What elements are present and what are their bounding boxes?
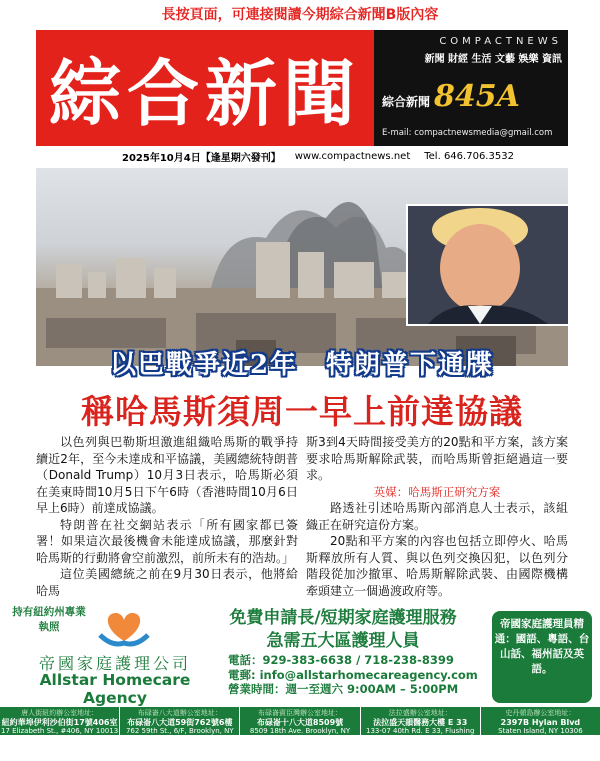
office-address-cn: 紐約華埠伊利沙伯街17號406室 [1, 718, 118, 727]
headline-line-2: 稱哈馬斯須周一早上前達協議 [81, 392, 523, 431]
office-item [0, 707, 120, 735]
homecare-advertisement[interactable] [0, 601, 600, 761]
ad-company-name-cn: 帝國家庭護理公司 [38, 654, 191, 673]
office-address-cn: 布碌崙十八大道8509號 [256, 718, 344, 727]
article-paragraph: 斯3到4天時間接受美方的20點和平方案，該方案要求哈馬斯解除武裝，而哈馬斯曾拒絕過這一要求。 [306, 435, 568, 482]
website-link[interactable]: www.compactnews.net [294, 150, 411, 162]
ad-service-title: 免費申請長/短期家庭護理服務 [229, 608, 457, 628]
dateline [36, 146, 568, 166]
telephone: Tel. 646.706.3532 [424, 150, 514, 162]
issue-row [382, 79, 562, 114]
headline-line-1: 以巴戰爭近2年 特朗普下通牒 [109, 350, 495, 380]
top-banner[interactable]: 長按頁面，可連接閱讀今期綜合新聞B版內容 [161, 7, 439, 23]
article-paragraph: 這位美國總統之前在9月30日表示，他將給哈馬 [36, 567, 298, 598]
office-name: 唐人街紐約辦公室地址： [21, 709, 99, 717]
ad-company-name-en: Allstar Homecare Agency [39, 671, 191, 707]
masthead [36, 30, 568, 146]
office-address-en: 8509 18th Ave. Brooklyn, NY 11214 [249, 727, 351, 744]
portrait-illustration [408, 206, 568, 324]
office-address-cn: 法拉盛天韻醫務大樓 E 33 [373, 718, 468, 727]
masthead-title: 綜合新聞 [48, 51, 361, 136]
brand-name: COMPACTNEWS [439, 36, 562, 47]
article-paragraph: 20點和平方案的內容也包括立即停火、哈馬斯釋放所有人質、與以色列交換囚犯，以色列分階段從加沙撤軍、哈馬斯解除武裝、由國際機構牽頭建立一個過渡政府等。 [306, 534, 568, 598]
article-paragraph: 路透社引述哈馬斯內部消息人士表示，該組織正在研究這份方案。 [306, 501, 568, 532]
article-column-left [36, 434, 298, 599]
office-item [481, 707, 600, 735]
section-list: 新聞 財經 生活 文藝 娛樂 資訊 [424, 54, 562, 65]
masthead-red-block [36, 30, 374, 146]
office-address-cn: 布碌崙八大道59街762號6樓 [127, 718, 233, 727]
ad-phone[interactable]: 電話：929-383-6638 / 718-238-8399 [228, 653, 454, 667]
issue-label: 綜合新聞 [382, 95, 431, 109]
issue-date: 2025年10月4日【逢星期六發刊】 [122, 152, 281, 164]
office-address-cn: 2397B Hylan Blvd [500, 718, 581, 727]
ad-license: 持有紐約州專業執照 [12, 606, 86, 633]
heart-hands-logo-icon [96, 607, 152, 647]
ad-email[interactable]: 電郵: info@allstarhomecareagency.com [228, 667, 478, 682]
office-item [240, 707, 360, 744]
office-name: 法拉盛辦公室地址： [388, 709, 452, 717]
article-subhead: 英媒：哈馬斯正研究方案 [373, 484, 501, 499]
masthead-email: E-mail: compactnewsmedia@gmail.com [382, 128, 553, 138]
office-address-en: Staten Island, NY 10306 [498, 727, 583, 735]
article-paragraph: 以色列與巴勒斯坦激進組織哈馬斯的戰爭持續近2年，至今未達成和平協議，美國總統特朗普（Donald Trump）10月3日表示，哈馬斯必須在美東時間10月5日下午6時（香港時間10月6日早上6時）前達成協議。 [36, 435, 298, 515]
office-name: 布碌崙八大道辦公室地址： [137, 709, 222, 717]
masthead-info-block [374, 30, 568, 146]
office-item [120, 707, 240, 744]
ad-office-list [0, 707, 600, 744]
ad-hiring-title: 急需五大區護理人員 [266, 631, 420, 651]
ad-contact-block [228, 653, 498, 697]
ad-hours: 營業時間：週一至週六 9:00AM – 5:00PM [228, 682, 459, 696]
office-address-en: 762 59th St., 6/F, Brooklyn, NY 11220 [125, 727, 234, 744]
portrait-inset-photo [406, 204, 570, 326]
office-name: 布碌崙賓臣灣辦公室地址： [258, 709, 342, 717]
issue-number: 845A [434, 79, 520, 114]
office-item [361, 707, 481, 744]
article-column-right [306, 434, 568, 599]
article-paragraph: 特朗普在社交網站表示「所有國家都已簽署！如果這次最後機會未能達成協議，那麼針對哈馬斯的行動將會空前激烈，前所未有的浩劫。」 [36, 517, 298, 565]
office-address-en: 133-07 40th Rd. E 33, Flushing 11354 [366, 727, 475, 744]
office-name: 史丹頓島辦公室地址： [505, 709, 576, 717]
ad-languages-box: 帝國家庭護理員精通：國語、粵語、台山話、福州話及英語。 [492, 611, 592, 703]
office-address-en: 17 Elizabeth St., #406, NY 10013 [1, 727, 119, 735]
